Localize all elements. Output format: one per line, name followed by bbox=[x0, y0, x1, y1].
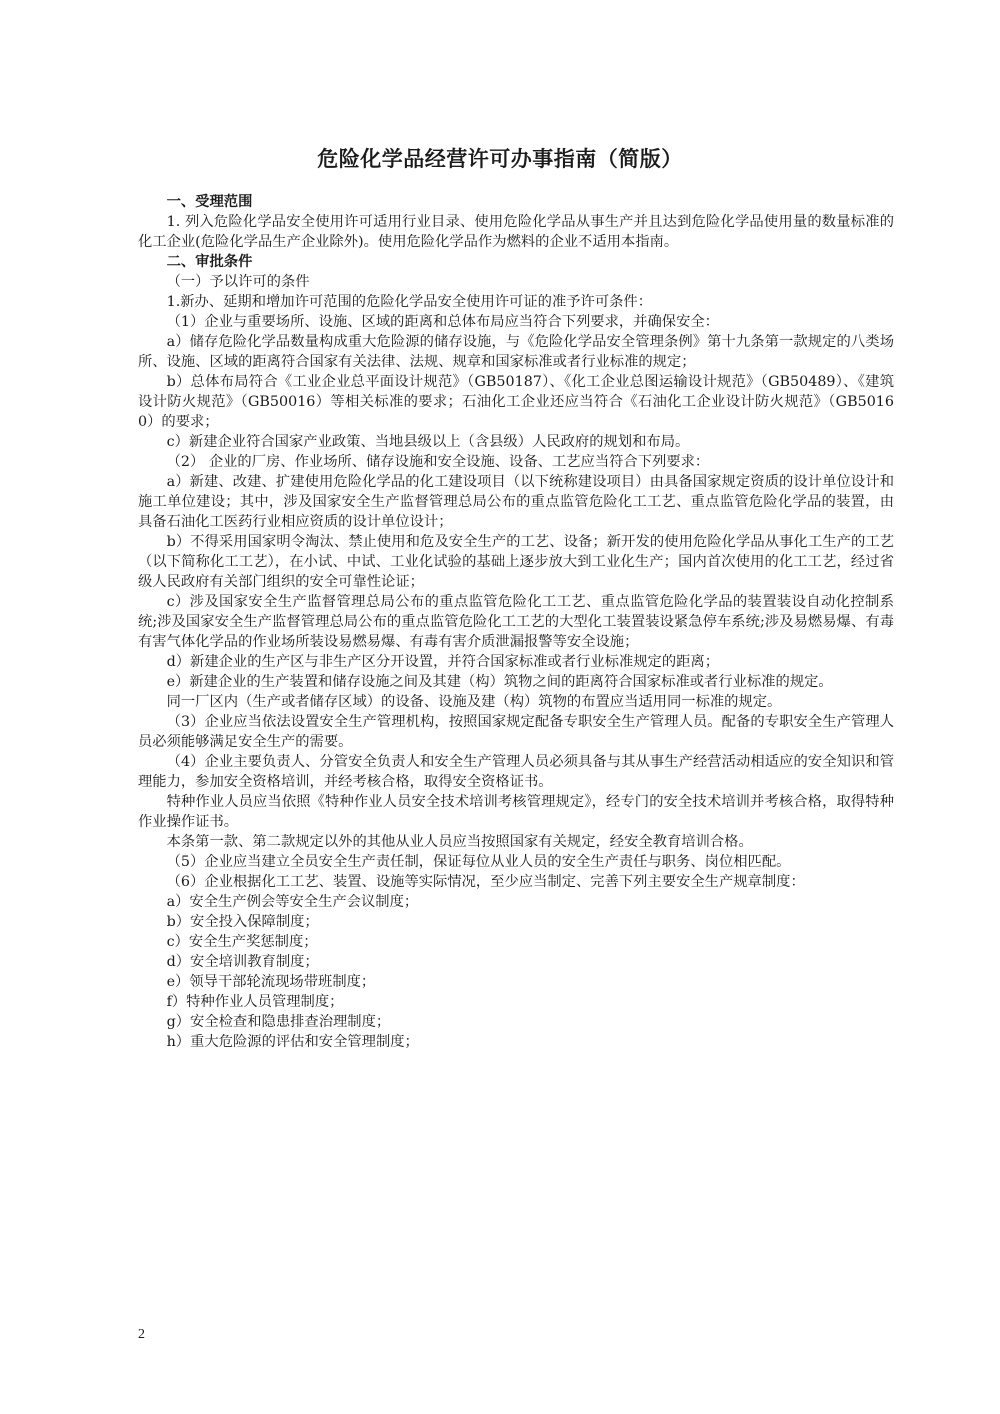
body-paragraph: 特种作业人员应当依照《特种作业人员安全技术培训考核管理规定》，经专门的安全技术培训并考核合格，取得特种作业操作证书。 bbox=[138, 794, 894, 830]
body-paragraph: e）新建企业的生产装置和储存设施之间及其建（构）筑物之间的距离符合国家标准或者行业标准的规定。 bbox=[166, 674, 833, 690]
body-paragraph: 本条第一款、第二款规定以外的其他从业人员应当按照国家有关规定，经安全教育培训合格。 bbox=[166, 834, 753, 850]
body-paragraph: 1. 列入危险化学品安全使用许可适用行业目录、使用危险化学品从事生产并且达到危险化学品使用量的数量标准的化工企业(危险化学品生产企业除外)。使用危险化学品作为燃料的企业不适用本指南。 bbox=[138, 214, 894, 250]
body-paragraph: 1.新办、延期和增加许可范围的危险化学品安全使用许可证的准予许可条件： bbox=[166, 294, 653, 310]
body-paragraph: a）新建、改建、扩建使用危险化学品的化工建设项目（以下统称建设项目）由具备国家规定资质的设计单位设计和施工单位建设；其中，涉及国家安全生产监督管理总局公布的重点监管危险化工工艺、重点监管危险化学品的装置，由具备石油化工医药行业相应资质的设计单位设计； bbox=[138, 474, 894, 530]
body-paragraph: f）特种作业人员管理制度； bbox=[166, 994, 344, 1010]
body-paragraph: a）储存危险化学品数量构成重大危险源的储存设施，与《危险化学品安全管理条例》第十九条第一款规定的八类场所、设施、区域的距离符合国家有关法律、法规、规章和国家标准或者行业标准的规定； bbox=[138, 334, 894, 370]
body-paragraph: b）安全投入保障制度； bbox=[166, 914, 319, 930]
body-paragraph: b）不得采用国家明令淘汰、禁止使用和危及安全生产的工艺、设备；新开发的使用危险化学品从事化工生产的工艺（以下简称化工工艺），在小试、中试、工业化试验的基础上逐步放大到工业化生产；国内首次使用的化工工艺，经过省级人民政府有关部门组织的安全可靠性论证； bbox=[138, 534, 894, 590]
document-body bbox=[138, 192, 894, 1052]
body-paragraph: c）新建企业符合国家产业政策、当地县级以上（含县级）人民政府的规划和布局。 bbox=[166, 434, 690, 450]
section-heading: 一、受理范围 bbox=[166, 194, 253, 210]
body-paragraph: （4）企业主要负责人、分管安全负责人和安全生产管理人员必须具备与其从事生产经营活动相适应的安全知识和管理能力，参加安全资格培训，并经考核合格，取得安全资格证书。 bbox=[138, 754, 894, 790]
body-paragraph: d）新建企业的生产区与非生产区分开设置，并符合国家标准或者行业标准规定的距离； bbox=[166, 654, 720, 670]
body-paragraph: e）领导干部轮流现场带班制度； bbox=[166, 974, 376, 990]
body-paragraph: b）总体布局符合《工业企业总平面设计规范》（GB50187）、《化工企业总图运输设计规范》（GB50489）、《建筑设计防火规范》（GB50016）等相关标准的要求；石油化工企业还应当符合《石油化工企业设计防火规范》（GB50160）的要求； bbox=[138, 374, 894, 430]
body-paragraph: d）安全培训教育制度； bbox=[166, 954, 319, 970]
body-paragraph: h）重大危险源的评估和安全管理制度； bbox=[166, 1034, 419, 1050]
body-paragraph: c）安全生产奖惩制度； bbox=[166, 934, 318, 950]
body-paragraph: （1）企业与重要场所、设施、区域的距离和总体布局应当符合下列要求，并确保安全： bbox=[166, 314, 719, 330]
body-paragraph: （3）企业应当依法设置安全生产管理机构，按照国家规定配备专职安全生产管理人员。配备的专职安全生产管理人员必须能够满足安全生产的需要。 bbox=[138, 714, 894, 750]
section-heading: 二、审批条件 bbox=[166, 254, 253, 270]
body-paragraph: （一）予以许可的条件 bbox=[166, 274, 310, 290]
body-paragraph: （6）企业根据化工工艺、装置、设施等实际情况，至少应当制定、完善下列主要安全生产规章制度： bbox=[166, 874, 805, 890]
body-paragraph: a）安全生产例会等安全生产会议制度； bbox=[166, 894, 419, 910]
page-title: 危险化学品经营许可办事指南（简版） bbox=[317, 147, 683, 171]
body-paragraph: （2） 企业的厂房、作业场所、储存设施和安全设施、设备、工艺应当符合下列要求： bbox=[166, 454, 710, 470]
page-number: 2 bbox=[138, 1327, 145, 1342]
body-paragraph: （5）企业应当建立全员安全生产责任制，保证每位从业人员的安全生产责任与职务、岗位相匹配。 bbox=[166, 854, 791, 870]
body-paragraph: g）安全检查和隐患排查治理制度； bbox=[166, 1014, 391, 1030]
body-paragraph: c）涉及国家安全生产监督管理总局公布的重点监管危险化工工艺、重点监管危险化学品的装置装设自动化控制系统;涉及国家安全生产监督管理总局公布的重点监管危险化工工艺的大型化工装置装设紧急停车系统;涉及易燃易爆、有毒有害气体化学品的作业场所装设易燃易爆、有毒有害介质泄漏报警等安全设施； bbox=[138, 594, 894, 650]
body-paragraph: 同一厂区内（生产或者储存区域）的设备、设施及建（构）筑物的布置应当适用同一标准的规定。 bbox=[166, 694, 782, 710]
